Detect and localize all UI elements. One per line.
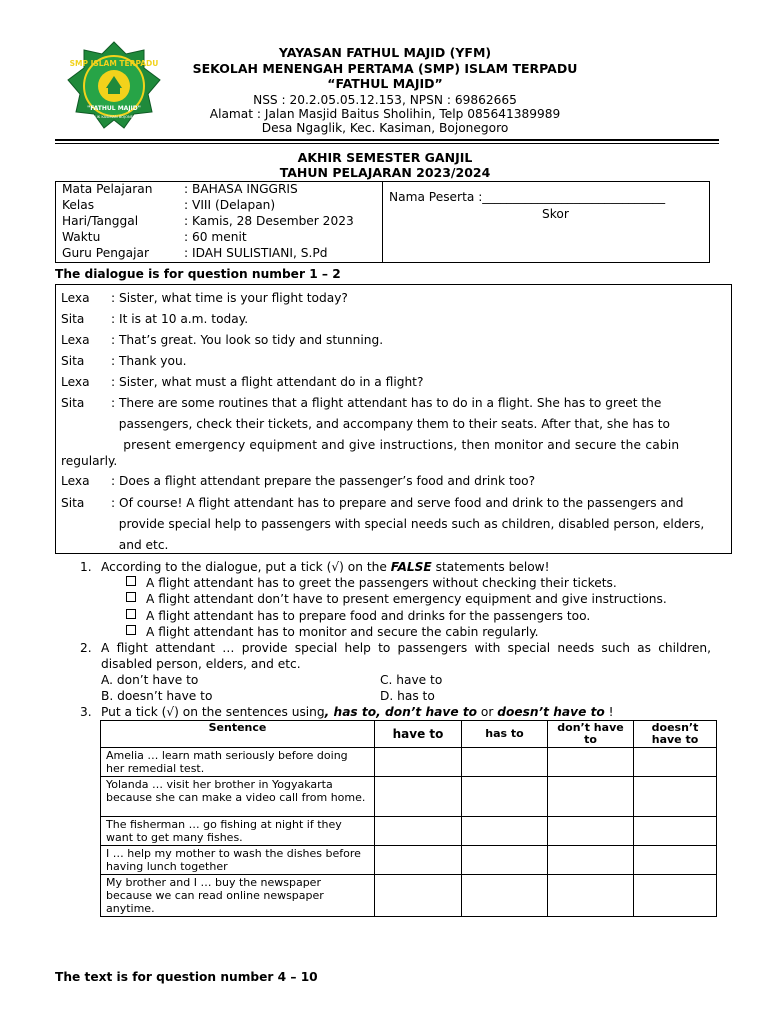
q1-option[interactable]: A flight attendant don’t have to present emergency equipment and give instructions. xyxy=(126,591,667,607)
tick-cell[interactable] xyxy=(462,748,548,777)
table-row xyxy=(101,846,717,875)
sentence-cell: My brother and I … buy the newspaper because we can read online newspaper anytime. xyxy=(101,875,375,917)
school-name: SEKOLAH MENENGAH PERTAMA (SMP) ISLAM TERPADU xyxy=(192,61,578,76)
question-3-text: Put a tick (√) on the sentences using, has to, don’t have to or doesn’t have to ! xyxy=(101,705,614,719)
tick-cell[interactable] xyxy=(375,777,462,817)
logo-text-top: SMP ISLAM TERPADU xyxy=(69,59,159,68)
tick-cell[interactable] xyxy=(375,817,462,846)
checkbox-icon[interactable] xyxy=(126,592,136,602)
tick-cell[interactable] xyxy=(634,875,717,917)
table-row xyxy=(101,817,717,846)
q1-option[interactable]: A flight attendant has to monitor and secure the cabin regularly. xyxy=(126,624,539,640)
tick-cell[interactable] xyxy=(462,875,548,917)
table-row xyxy=(101,748,717,777)
sentence-cell: I … help my mother to wash the dishes before having lunch together xyxy=(101,846,375,875)
question-2-number: 2. xyxy=(80,641,92,655)
col-sentence: Sentence xyxy=(101,721,375,748)
participant-name-field[interactable]: Nama Peserta :______________________________ xyxy=(389,190,666,204)
tick-cell[interactable] xyxy=(634,748,717,777)
tick-cell[interactable] xyxy=(375,748,462,777)
question-1-number: 1. xyxy=(80,560,92,574)
q2-option-b[interactable]: B. doesn’t have to xyxy=(101,689,213,703)
foundation-name: YAYASAN FATHUL MAJID (YFM) xyxy=(278,45,492,60)
tick-cell[interactable] xyxy=(375,846,462,875)
dialogue-box: Lexa : Sister, what time is your flight today? Sita : It is at 10 a.m. today. Lexa : That’s great. You look so tidy and stunning. Sita : Thank you. Lexa : Sister, what must a flight attendant do in a flight? Sita : There are some routines that a flight attendant has to do in a flight. She has to greet the passengers, check their tickets, and accompany them to their seats. After that, she has to present emergency equipment and give instructions, then monitor and secure the cabin regularly. Lexa : Does a flight attendant prepare the passenger’s food and drink too? Sita : Of course! A flight attendant has to prepare and serve food and drink to the passengers and provide special help to passengers with special needs such as children, disabled person, elders, and etc. xyxy=(55,284,732,554)
q1-option[interactable]: A flight attendant has to prepare food and drinks for the passengers too. xyxy=(126,608,590,624)
checkbox-icon[interactable] xyxy=(126,625,136,635)
q1-option[interactable]: A flight attendant has to greet the passengers without checking their tickets. xyxy=(126,575,617,591)
tick-cell[interactable] xyxy=(548,846,634,875)
q2-option-c[interactable]: C. have to xyxy=(380,673,443,687)
tick-cell[interactable] xyxy=(548,817,634,846)
question-3-number: 3. xyxy=(80,705,92,719)
sentence-cell: Yolanda … visit her brother in Yogyakarta because she can make a video call from home. xyxy=(101,777,375,817)
question-2-text-cont: disabled person, elders, and etc. xyxy=(101,657,301,671)
header-rule xyxy=(55,139,719,141)
score-label: Skor xyxy=(542,207,569,221)
school-address: Alamat : Jalan Masjid Baitus Sholihin, Telp 085641389989 xyxy=(209,107,561,121)
question-1-text: According to the dialogue, put a tick (√) on the FALSE statements below! xyxy=(101,560,550,574)
col-doesnt-have-to: doesn’t have to xyxy=(634,721,717,748)
school-nickname: “FATHUL MAJID” xyxy=(327,76,443,91)
text-section-title: The text is for question number 4 – 10 xyxy=(55,970,318,984)
tick-cell[interactable] xyxy=(462,846,548,875)
modal-table xyxy=(100,720,717,917)
table-row xyxy=(101,875,717,917)
sentence-cell: The fisherman … go fishing at night if they want to get many fishes. xyxy=(101,817,375,846)
tick-cell[interactable] xyxy=(548,875,634,917)
table-header-row xyxy=(101,721,717,748)
sentence-cell: Amelia … learn math seriously before doing her remedial test. xyxy=(101,748,375,777)
tick-cell[interactable] xyxy=(634,777,717,817)
q2-option-d[interactable]: D. has to xyxy=(380,689,435,703)
exam-year: TAHUN PELAJARAN 2023/2024 xyxy=(279,165,491,180)
school-nss: NSS : 20.2.05.05.12.153, NPSN : 69862665 xyxy=(253,93,517,107)
tick-cell[interactable] xyxy=(375,875,462,917)
col-has-to: has to xyxy=(462,721,548,748)
checkbox-icon[interactable] xyxy=(126,609,136,619)
logo-text-bottom: NGAGLIK KASIMAN BOJONEGORO xyxy=(84,115,144,119)
dialogue-title: The dialogue is for question number 1 – 2 xyxy=(55,267,341,281)
tick-cell[interactable] xyxy=(548,748,634,777)
tick-cell[interactable] xyxy=(634,817,717,846)
logo-text-middle: "FATHUL MAJID" xyxy=(87,105,141,112)
q2-option-a[interactable]: A. don’t have to xyxy=(101,673,199,687)
table-row xyxy=(101,777,717,817)
col-have-to: have to xyxy=(375,721,462,748)
tick-cell[interactable] xyxy=(634,846,717,875)
tick-cell[interactable] xyxy=(462,777,548,817)
school-logo xyxy=(64,40,164,130)
checkbox-icon[interactable] xyxy=(126,576,136,586)
school-village: Desa Ngaglik, Kec. Kasiman, Bojonegoro xyxy=(261,121,509,135)
tick-cell[interactable] xyxy=(548,777,634,817)
col-dont-have-to: don’t have to xyxy=(548,721,634,748)
question-2-text: A flight attendant … provide special help to passengers with special needs such as children, xyxy=(101,641,711,655)
exam-title: AKHIR SEMESTER GANJIL xyxy=(297,150,473,165)
tick-cell[interactable] xyxy=(462,817,548,846)
header-rule-thin xyxy=(55,143,719,144)
exam-info-box: Mata Pelajaran : BAHASA INGGRIS Kelas : VIII (Delapan) Hari/Tanggal : Kamis, 28 Desember 2023 Waktu : 60 menit Guru Pengajar : IDAH SULISTIANI, S.Pd Nama Peserta :______________________________ Skor xyxy=(55,181,710,263)
